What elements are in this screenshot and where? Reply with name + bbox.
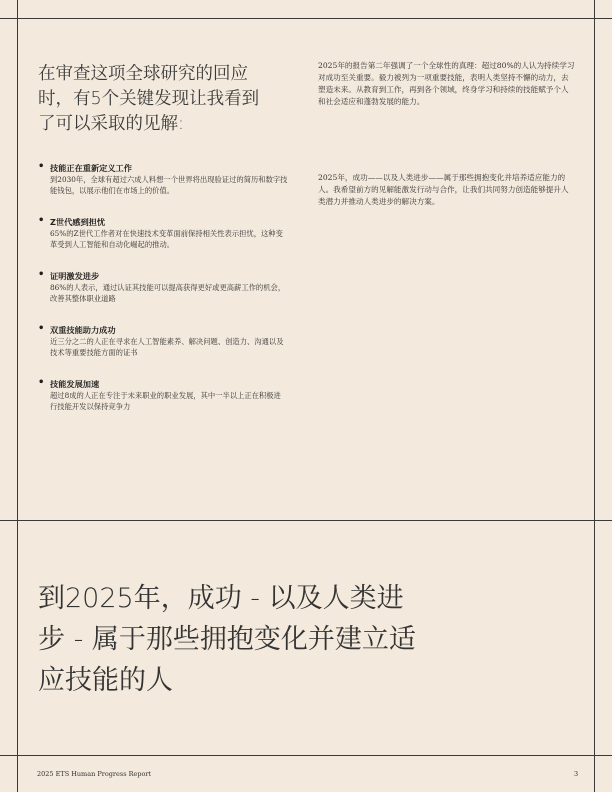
body-paragraph-1: 2025年的报告第二年强调了一个全球性的真理：超过80%的人认为持续学习对成功至关重要。毅力被列为一项重要技能，表明人类坚持不懈的动力，去塑造未来。从教育到工作，再到各个领域，终身学习和持续的技能赋予个人和社会适应和蓬勃发展的能力。 [318, 61, 575, 106]
finding-title: • 双重技能助力成功 [50, 325, 116, 335]
frame-line-right [594, 0, 595, 792]
finding-item [38, 162, 288, 196]
key-findings-list [38, 162, 288, 432]
footer-page-number: 3 [574, 770, 579, 778]
section-divider-bottom [0, 755, 612, 756]
finding-item [38, 270, 288, 304]
finding-item [38, 216, 288, 250]
finding-item [38, 324, 288, 358]
intro-heading: 在审查这项全球研究的回应时，有5个关键发现让我看到了可以采取的见解: [38, 64, 260, 134]
section-divider-middle [0, 520, 612, 521]
finding-title: • Z世代感到担忧 [50, 217, 106, 227]
finding-body: 超过8成的人正在专注于未来职业的职业发展，其中一半以上正在积极进行技能开发以保持竞争力 [50, 391, 281, 411]
finding-body: 近三分之二的人正在寻求在人工智能素养、解决问题、创造力、沟通以及技术等重要技能方面的证书 [50, 337, 284, 357]
finding-item [38, 378, 288, 412]
section-divider-top [0, 18, 612, 19]
finding-title: • 技能发展加速 [50, 379, 100, 389]
finding-body: 65%的Z世代工作者对在快速技术变革面前保持相关性表示担忧，这种变革受到人工智能和自动化崛起的推动。 [50, 229, 283, 249]
pull-quote: 到2025年，成功 - 以及人类进步 - 属于那些拥抱变化并建立适应技能的人 [38, 583, 416, 696]
finding-body: 86%的人表示，通过认证其技能可以提高获得更好或更高薪工作的机会，改善其整体职业道路 [50, 283, 286, 303]
finding-body: 到2030年，全球有超过六成人料想一个世界将出现验证过的简历和数字技能钱包，以展示他们在市场上的价值。 [50, 175, 288, 195]
finding-title: • 技能正在重新定义工作 [50, 163, 132, 173]
body-paragraph-2: 2025年，成功——以及人类进步——属于那些拥抱变化并培养适应能力的人。我希望前方的见解能激发行动与合作，让我们共同努力创造能够提升人类潜力并推动人类进步的解决方案。 [318, 173, 569, 206]
finding-title: • 证明激发进步 [50, 271, 100, 281]
footer-report-title: 2025 ETS Human Progress Report [37, 770, 152, 778]
frame-line-left [17, 0, 18, 792]
